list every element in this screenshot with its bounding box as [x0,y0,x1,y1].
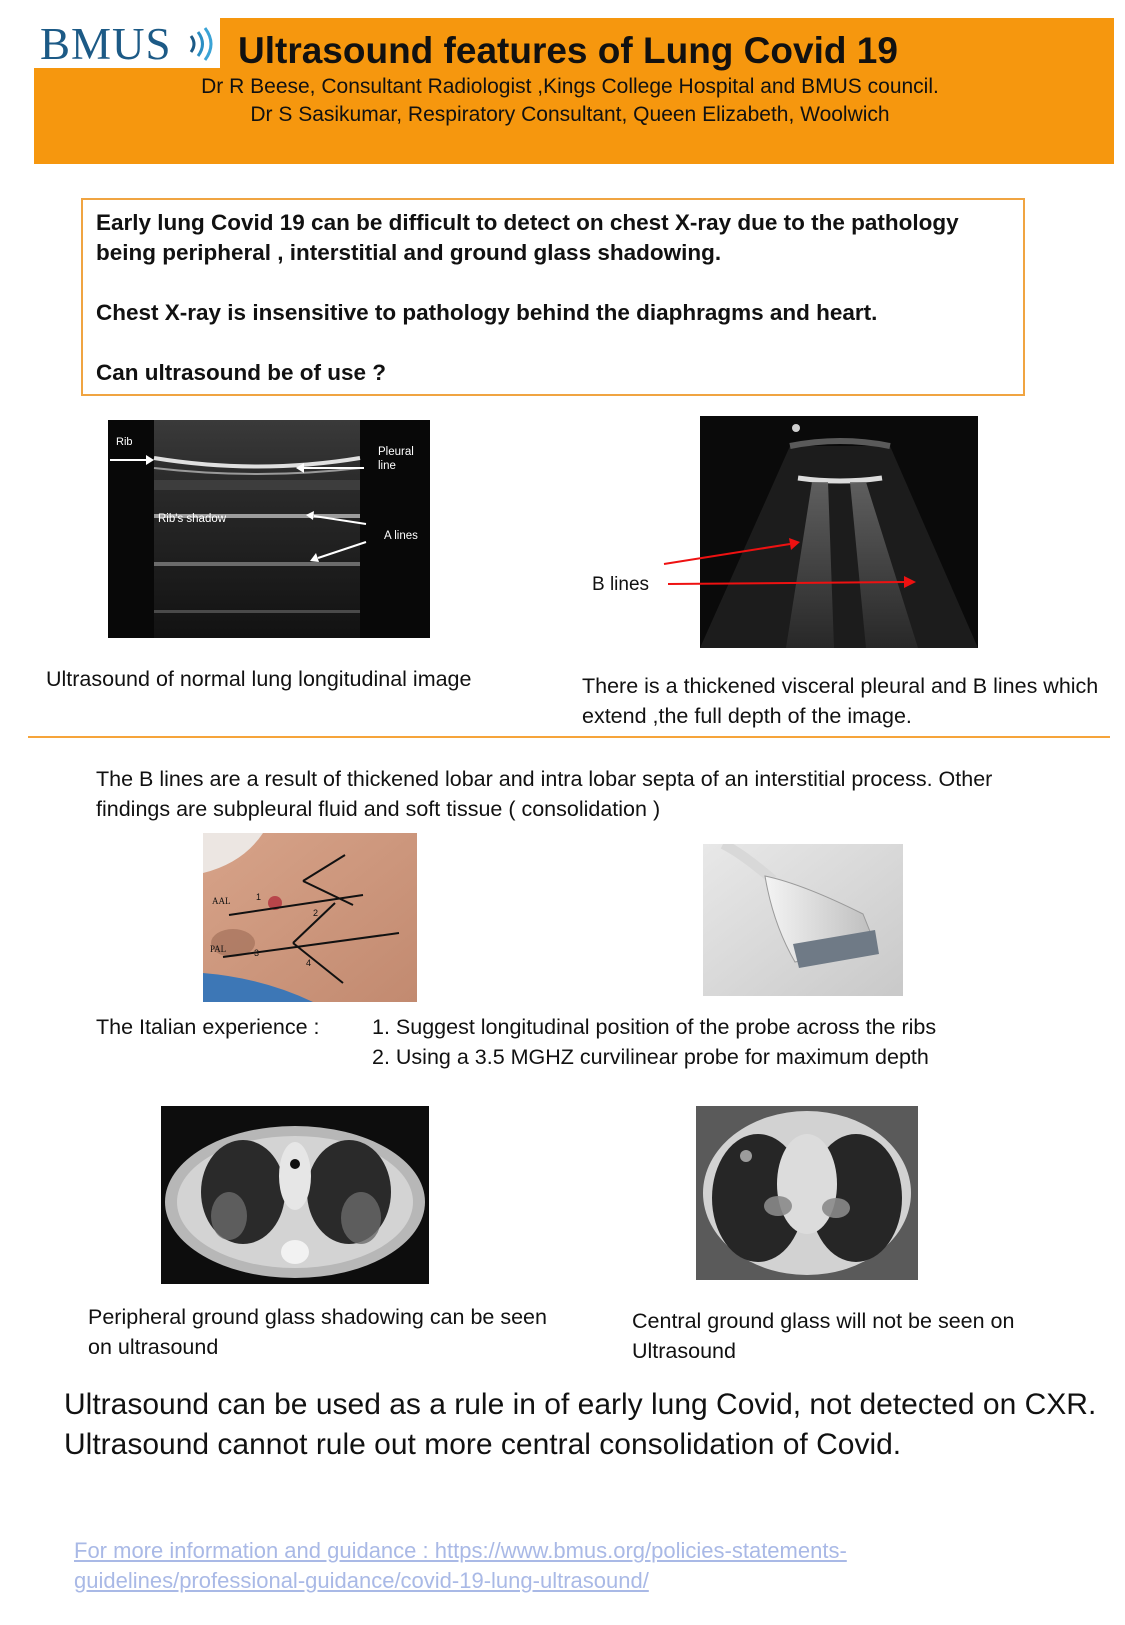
zone-1-label: 1 [256,892,262,902]
italian-item-2: 2. Using a 3.5 MGHZ curvilinear probe for maximum depth [372,1045,929,1069]
intro-paragraph-2: Chest X-ray is insensitive to pathology behind the diaphragms and heart. [96,300,878,325]
aal-label: AAL [212,896,231,906]
author-line-1: Dr R Beese, Consultant Radiologist ,Kings College Hospital and BMUS council. [201,75,939,98]
ribs-shadow-label: Rib's shadow [158,513,227,525]
sound-waves-icon [185,24,219,64]
author-line-2: Dr S Sasikumar, Respiratory Consultant, Queen Elizabeth, Woolwich [250,103,890,126]
normal-lung-caption: Ultrasound of normal lung longitudinal image [46,667,472,691]
b-lines-caption: There is a thickened visceral pleural and B lines which extend ,the full depth of the image. [582,674,1099,728]
b-lines-label: B lines [592,574,650,595]
pleural-label: Pleural [378,446,414,458]
page-title: Ultrasound features of Lung Covid 19 [238,30,898,71]
intro-question: Can ultrasound be of use ? [96,360,387,385]
ct-central-caption: Central ground glass will not be seen on Ultrasound [632,1309,1015,1363]
conclusion-line-1: Ultrasound can be used as a rule in of early lung Covid, not detected on CXR. [64,1388,1097,1421]
pal-label: PAL [210,944,227,954]
zone-3-label: 3 [254,948,260,958]
rib-label: Rib [116,436,133,448]
pleural-line-label: line [378,460,396,472]
b-lines-arrows [660,526,920,596]
intro-paragraph-1: Early lung Covid 19 can be difficult to detect on chest X-ray due to the pathology being peripheral , interstitial and ground glass shadowing. [96,210,959,265]
conclusion [64,1385,1104,1465]
section-divider [28,736,1110,738]
zone-4-label: 4 [306,958,312,968]
italian-item-1: 1. Suggest longitudinal position of the probe across the ribs [372,1015,937,1039]
italian-experience-intro: The Italian experience : [96,1015,320,1039]
bmus-logo: BMUS [40,19,172,69]
b-lines-explanation: The B lines are a result of thickened lobar and intra lobar septa of an interstitial process. Other findings are subpleural fluid and soft tissue ( consolidation ) [96,767,993,821]
conclusion-line-2: Ultrasound cannot rule out more central consolidation of Covid. [64,1428,902,1461]
guidance-link[interactable]: For more information and guidance : https://www.bmus.org/policies-statements-guidelines/professional-guidance/covid-19-lung-ultrasound/ [74,1538,847,1593]
a-lines-label: A lines [384,530,418,542]
ct-peripheral-caption: Peripheral ground glass shadowing can be seen on ultrasound [88,1305,547,1359]
chest-zones-photo [203,833,417,1002]
ct-central-ground-glass-image [696,1106,918,1280]
curvilinear-probe-photo [703,844,903,996]
zone-2-label: 2 [313,908,319,918]
ct-peripheral-ground-glass-image [161,1106,429,1284]
